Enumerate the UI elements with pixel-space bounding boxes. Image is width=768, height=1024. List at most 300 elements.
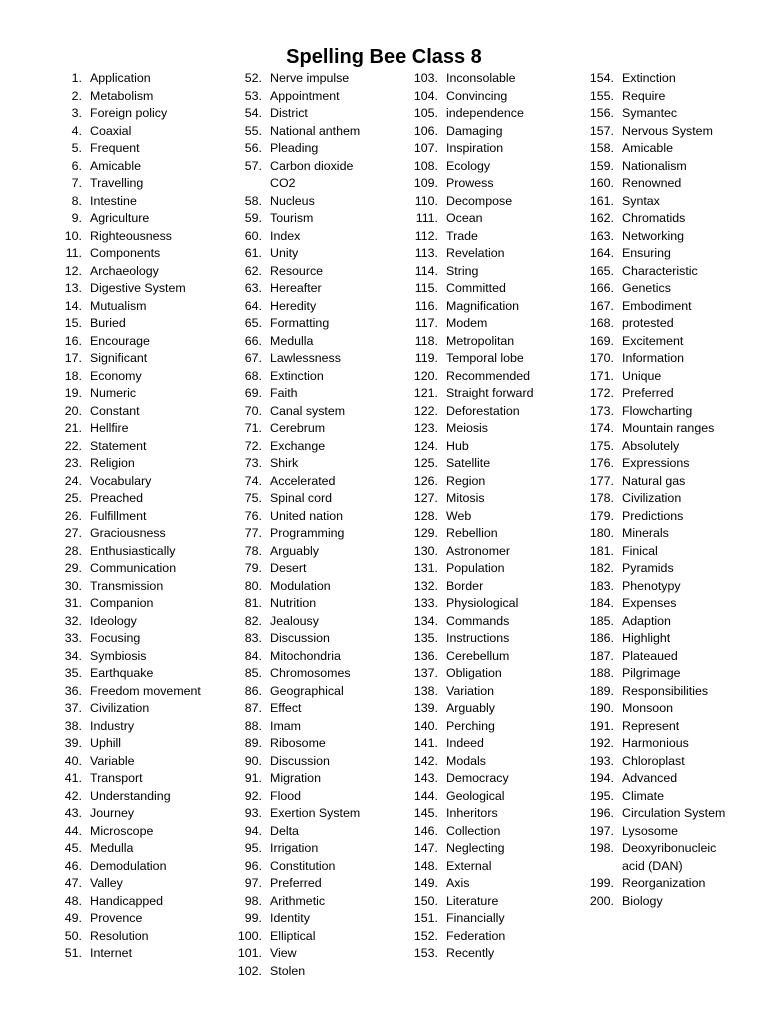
spelling-word: Symbiosis (90, 648, 147, 663)
list-item (232, 945, 408, 963)
item-number: 192. (589, 736, 614, 750)
list-item (232, 928, 408, 946)
item-number: 85. (244, 666, 262, 680)
spelling-word: Circulation System (622, 806, 726, 820)
spelling-word: Internet (90, 946, 133, 960)
item-number: 2. (71, 88, 82, 103)
item-number: 151. (413, 911, 438, 925)
item-number: 8. (71, 193, 82, 208)
item-number: 186. (589, 631, 614, 645)
spelling-word: Buried (90, 316, 126, 330)
item-number: 46. (64, 858, 82, 873)
list-item (408, 525, 584, 543)
item-number: 164. (589, 246, 614, 260)
spelling-word: Genetics (622, 281, 671, 295)
spelling-word: Constitution (270, 858, 336, 873)
spelling-word: Canal system (270, 403, 346, 418)
spelling-word: Renowned (622, 176, 682, 190)
list-item (232, 788, 408, 806)
item-number: 131. (413, 561, 438, 575)
item-number: 101. (237, 946, 262, 960)
item-number: 176. (589, 456, 614, 470)
item-number: 172. (589, 386, 614, 400)
item-number: 168. (589, 316, 614, 330)
item-number: 55. (244, 123, 262, 138)
spelling-word: Represent (622, 718, 680, 733)
spelling-word: Tourism (270, 211, 314, 225)
list-item (408, 753, 584, 771)
list-item (52, 245, 230, 263)
list-item (52, 403, 230, 421)
item-number: 179. (589, 508, 614, 523)
item-number: 76. (244, 508, 262, 523)
spelling-word: Geological (446, 788, 505, 803)
list-item (408, 368, 584, 386)
list-item (232, 245, 408, 263)
list-item (584, 823, 764, 841)
list-item (584, 893, 764, 911)
list-item (584, 875, 764, 893)
list-item (408, 543, 584, 561)
list-item (408, 788, 584, 806)
list-item (232, 893, 408, 911)
list-item (408, 140, 584, 158)
item-number: 183. (589, 578, 614, 593)
item-number: 94. (244, 823, 262, 838)
spelling-word: National anthem (270, 123, 361, 138)
spelling-word: Financially (446, 911, 505, 925)
spelling-word: Natural gas (622, 473, 686, 488)
spelling-word: Revelation (446, 246, 505, 260)
item-number: 165. (589, 263, 614, 278)
item-number: 72. (244, 438, 262, 453)
spelling-word: Exertion System (270, 806, 361, 820)
item-number: 91. (244, 771, 262, 785)
item-number: 80. (244, 578, 262, 593)
spelling-word: Cerebellum (446, 648, 510, 663)
list-item (408, 228, 584, 246)
list-item (232, 823, 408, 841)
item-number: 155. (589, 88, 614, 103)
spelling-word: Encourage (90, 333, 150, 348)
spelling-word: Recommended (446, 368, 531, 383)
list-item (232, 578, 408, 596)
spelling-word: Indeed (446, 736, 484, 750)
list-item (232, 455, 408, 473)
list-item (408, 928, 584, 946)
item-number: 68. (244, 368, 262, 383)
spelling-word: Focusing (90, 631, 141, 645)
list-item (52, 770, 230, 788)
list-item (52, 385, 230, 403)
list-item (584, 123, 764, 141)
word-column-4 (584, 70, 764, 910)
spelling-word: Deoxyribonucleic acid (DAN) (622, 841, 717, 873)
list-item (52, 438, 230, 456)
list-item (52, 735, 230, 753)
spelling-word: Graciousness (90, 526, 166, 540)
item-number: 171. (589, 368, 614, 383)
item-number: 106. (413, 123, 438, 138)
item-number: 178. (589, 491, 614, 505)
list-item (52, 858, 230, 876)
item-number: 111. (415, 211, 438, 225)
spelling-word: Harmonious (622, 736, 689, 750)
spelling-word: Programming (270, 526, 345, 540)
item-number: 63. (244, 281, 262, 295)
spelling-word: Ideology (90, 613, 137, 628)
item-number: 185. (589, 613, 614, 628)
spelling-word: External (446, 858, 492, 873)
spelling-word: Archaeology (90, 263, 159, 278)
list-item (408, 840, 584, 858)
item-number: 35. (64, 666, 82, 680)
spelling-word: Travelling (90, 176, 144, 190)
item-number: 175. (589, 438, 614, 453)
spelling-word: Committed (446, 281, 506, 295)
spelling-word: Meiosis (446, 421, 488, 435)
list-item (408, 105, 584, 123)
list-item (232, 473, 408, 491)
item-number: 61. (244, 246, 262, 260)
item-number: 110. (414, 193, 438, 208)
list-item (584, 788, 764, 806)
item-number: 73. (244, 456, 262, 470)
spelling-word: Physiological (446, 596, 519, 610)
item-number: 31. (64, 596, 82, 610)
list-item (408, 700, 584, 718)
list-item (52, 105, 230, 123)
spelling-word: Effect (270, 701, 302, 715)
list-item (584, 735, 764, 753)
spelling-word: Chloroplast (622, 753, 685, 768)
spelling-word: Syntax (622, 193, 660, 208)
list-item (52, 543, 230, 561)
list-item (232, 333, 408, 351)
list-item (52, 630, 230, 648)
item-number: 162. (589, 211, 614, 225)
item-number: 148. (413, 858, 438, 873)
spelling-word: Nerve impulse (270, 71, 350, 85)
item-number: 74. (244, 473, 262, 488)
item-number: 173. (589, 403, 614, 418)
item-number: 27. (64, 526, 82, 540)
spelling-word: Population (446, 561, 505, 575)
list-item (408, 805, 584, 823)
item-number: 123. (413, 421, 438, 435)
item-number: 19. (64, 386, 82, 400)
spelling-word: Axis (446, 876, 470, 890)
item-number: 119. (414, 351, 438, 365)
spelling-word: Industry (90, 718, 135, 733)
spelling-word: Expenses (622, 596, 677, 610)
spelling-word: Hellfire (90, 421, 129, 435)
item-number: 143. (413, 771, 438, 785)
spelling-word: Mutualism (90, 298, 147, 313)
item-number: 39. (64, 736, 82, 750)
item-number: 149. (413, 876, 438, 890)
spelling-word: Border (446, 578, 484, 593)
item-number: 79. (244, 561, 262, 575)
spelling-word: Resolution (90, 928, 149, 943)
item-number: 18. (64, 368, 82, 383)
spelling-word: View (270, 946, 297, 960)
item-number: 102. (237, 963, 262, 978)
item-number: 36. (64, 683, 82, 698)
spelling-word: Flood (270, 788, 301, 803)
list-item (584, 648, 764, 666)
list-item (52, 420, 230, 438)
item-number: 50. (64, 928, 82, 943)
spelling-word: Require (622, 88, 666, 103)
list-item (584, 245, 764, 263)
item-number: 114. (414, 263, 438, 278)
item-number: 147. (413, 841, 438, 855)
spelling-word: Handicapped (90, 893, 164, 908)
spelling-word: Straight forward (446, 386, 534, 400)
list-item (52, 350, 230, 368)
spelling-word: Identity (270, 911, 310, 925)
spelling-word: Predictions (622, 508, 684, 523)
item-number: 167. (589, 298, 614, 313)
item-number: 69. (244, 386, 262, 400)
item-number: 138. (413, 683, 438, 698)
spelling-word: Variable (90, 753, 135, 768)
list-item (584, 805, 764, 823)
spelling-word: Spinal cord (270, 491, 332, 505)
spelling-word: Information (622, 351, 684, 365)
spelling-word: Cerebrum (270, 421, 326, 435)
spelling-word: Modulation (270, 578, 331, 593)
item-number: 122. (413, 403, 438, 418)
list-item (52, 648, 230, 666)
item-number: 142. (413, 753, 438, 768)
list-item (52, 823, 230, 841)
spelling-word: Networking (622, 228, 684, 243)
spelling-word: Region (446, 473, 486, 488)
item-number: 53. (244, 88, 262, 103)
spelling-word: Chromatids (622, 211, 686, 225)
item-number: 3. (71, 106, 82, 120)
list-item (408, 280, 584, 298)
list-item (232, 875, 408, 893)
item-number: 37. (64, 701, 82, 715)
spelling-word: Valley (90, 876, 123, 890)
item-number: 17. (64, 351, 82, 365)
spelling-word: Ecology (446, 158, 491, 173)
spelling-word: Biology (622, 893, 663, 908)
list-item (52, 158, 230, 176)
list-item (232, 70, 408, 88)
spelling-word: Stolen (270, 963, 306, 978)
list-item (408, 158, 584, 176)
item-number: 130. (413, 543, 438, 558)
list-item (52, 263, 230, 281)
list-item (232, 700, 408, 718)
list-item (584, 525, 764, 543)
list-item (232, 525, 408, 543)
spelling-word: protested (622, 316, 674, 330)
list-item (52, 753, 230, 771)
item-number: 107. (413, 141, 438, 155)
list-item (232, 805, 408, 823)
list-item (232, 735, 408, 753)
item-number: 129. (413, 526, 438, 540)
spelling-word: Recently (446, 946, 495, 960)
list-item (232, 613, 408, 631)
spelling-word: Journey (90, 806, 135, 820)
spelling-word: Collection (446, 823, 501, 838)
list-item (408, 298, 584, 316)
spelling-word: District (270, 106, 308, 120)
item-number: 116. (414, 298, 438, 313)
item-number: 139. (413, 701, 438, 715)
spelling-word: String (446, 263, 479, 278)
list-item (584, 333, 764, 351)
spelling-word: Nervous System (622, 123, 713, 138)
spelling-word: Amicable (622, 141, 673, 155)
item-number: 136. (413, 648, 438, 663)
item-number: 41. (64, 771, 82, 785)
item-number: 26. (64, 508, 82, 523)
item-number: 25. (64, 491, 82, 505)
list-item (584, 578, 764, 596)
spelling-word: Accelerated (270, 473, 336, 488)
spelling-word: Resource (270, 263, 324, 278)
item-number: 100. (237, 928, 262, 943)
spelling-word: Arguably (270, 543, 319, 558)
spelling-word: Nucleus (270, 193, 315, 208)
item-number: 96. (244, 858, 262, 873)
spelling-word: Vocabulary (90, 473, 152, 488)
item-number: 190. (589, 701, 614, 715)
spelling-word: Magnification (446, 298, 520, 313)
item-number: 161. (589, 193, 614, 208)
item-number: 13. (64, 281, 82, 295)
item-number: 187. (589, 648, 614, 663)
item-number: 97. (244, 876, 262, 890)
spelling-word: Civilization (622, 491, 682, 505)
list-item (232, 543, 408, 561)
item-number: 4. (71, 123, 82, 138)
item-number: 89. (244, 736, 262, 750)
item-number: 154. (589, 71, 614, 85)
spelling-word: Demodulation (90, 858, 167, 873)
item-number: 62. (244, 263, 262, 278)
list-item (52, 333, 230, 351)
item-number: 75. (244, 491, 262, 505)
list-item (52, 665, 230, 683)
list-item (52, 280, 230, 298)
item-number: 32. (64, 613, 82, 628)
item-number: 189. (589, 683, 614, 698)
spelling-word: Convincing (446, 88, 508, 103)
spelling-word: Pilgrimage (622, 666, 681, 680)
list-item (408, 175, 584, 193)
spelling-word: Irrigation (270, 841, 319, 855)
item-number: 121. (413, 386, 438, 400)
spelling-word: Absolutely (622, 438, 680, 453)
spelling-word: Climate (622, 788, 664, 803)
spelling-word: Formatting (270, 316, 330, 330)
item-number: 88. (244, 718, 262, 733)
item-number: 141. (413, 736, 438, 750)
list-item (408, 630, 584, 648)
spelling-word: United nation (270, 508, 344, 523)
list-item (584, 473, 764, 491)
item-number: 193. (589, 753, 614, 768)
item-number: 15. (64, 316, 82, 330)
item-number: 59. (244, 211, 262, 225)
spelling-word: Commands (446, 613, 510, 628)
spelling-word: Statement (90, 438, 147, 453)
list-item (52, 945, 230, 963)
list-item (52, 490, 230, 508)
word-column-3 (408, 70, 584, 963)
item-number: 54. (244, 106, 262, 120)
spelling-word: Ensuring (622, 246, 671, 260)
spelling-word: Provence (90, 911, 143, 925)
list-item (584, 508, 764, 526)
item-number: 105. (413, 106, 438, 120)
spelling-word: Migration (270, 771, 321, 785)
list-item (408, 88, 584, 106)
list-item (584, 840, 764, 875)
item-number: 163. (589, 228, 614, 243)
list-item (232, 105, 408, 123)
spelling-word: Perching (446, 718, 495, 733)
list-item (232, 963, 408, 981)
item-number: 104. (413, 88, 438, 103)
list-item (408, 613, 584, 631)
list-item (408, 508, 584, 526)
list-item (232, 158, 408, 193)
item-number: 20. (64, 403, 82, 418)
item-number: 6. (71, 158, 82, 173)
item-number: 56. (244, 141, 262, 155)
item-number: 181. (589, 543, 614, 558)
list-item (584, 175, 764, 193)
item-number: 67. (244, 351, 262, 365)
item-number: 196. (589, 806, 614, 820)
list-item (408, 123, 584, 141)
item-number: 200. (589, 893, 614, 908)
list-item (52, 508, 230, 526)
spelling-word: Temporal lobe (446, 351, 524, 365)
item-number: 128. (413, 508, 438, 523)
item-number: 45. (64, 841, 82, 855)
list-item (232, 368, 408, 386)
item-number: 198. (589, 841, 614, 855)
list-item (584, 385, 764, 403)
item-number: 140. (413, 718, 438, 733)
spelling-word: Discussion (270, 753, 330, 768)
spelling-word: Civilization (90, 701, 150, 715)
item-number: 93. (244, 806, 262, 820)
list-item (232, 385, 408, 403)
spelling-word: independence (446, 106, 524, 120)
word-column-1 (52, 70, 230, 963)
spelling-word: Transmission (90, 578, 164, 593)
spelling-word: Geographical (270, 683, 344, 698)
spelling-word: Trade (446, 228, 478, 243)
list-item (584, 210, 764, 228)
spelling-word: Flowcharting (622, 403, 693, 418)
list-item (52, 875, 230, 893)
item-number: 157. (589, 123, 614, 138)
list-item (408, 560, 584, 578)
spelling-word: Literature (446, 893, 499, 908)
